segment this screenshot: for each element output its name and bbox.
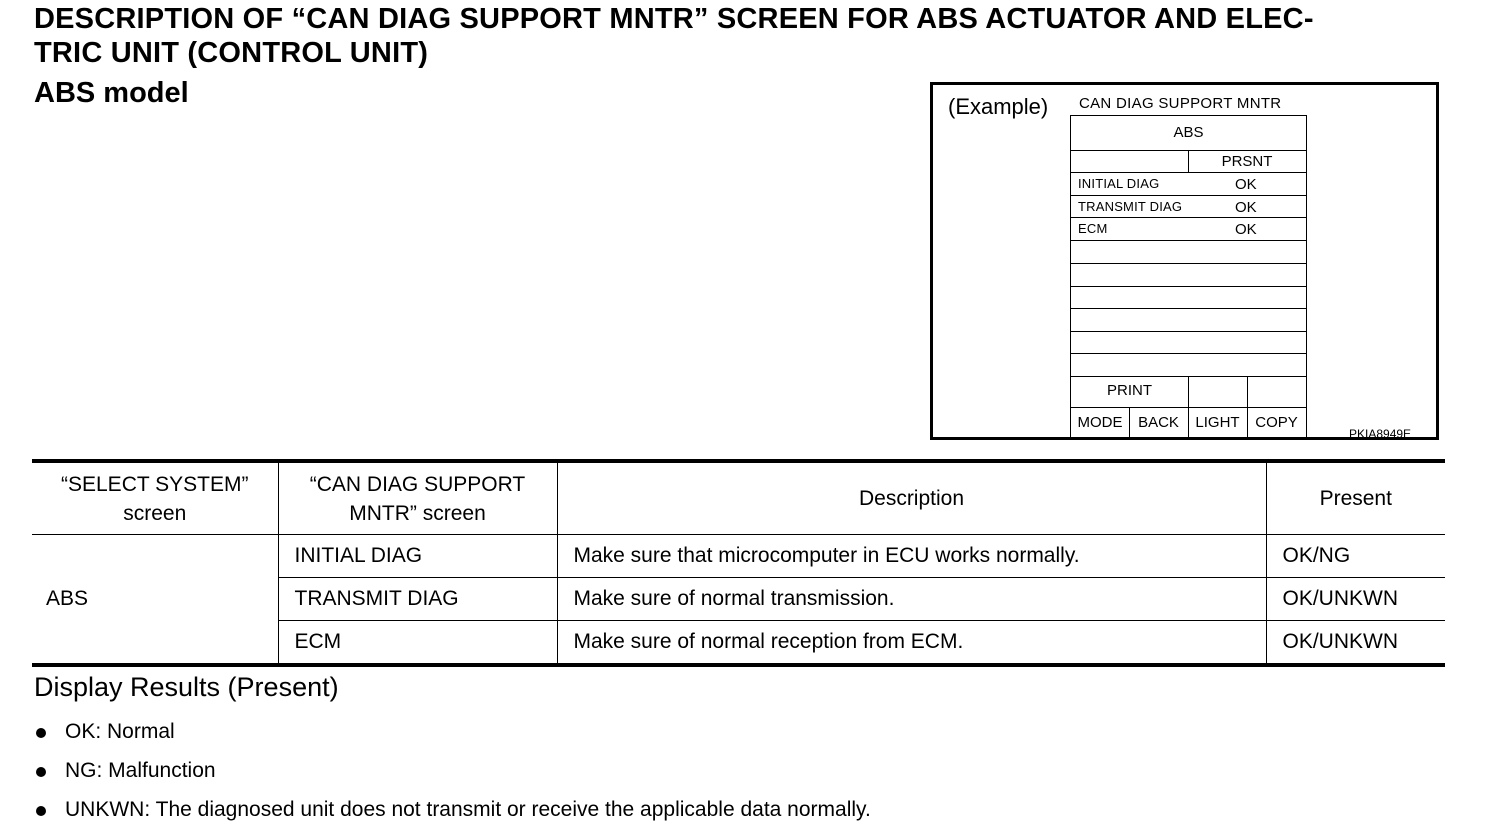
present-header: Present bbox=[1266, 461, 1445, 535]
section-heading bbox=[34, 2, 1314, 70]
screen-row-value: OK bbox=[1235, 221, 1257, 238]
result-text: OK: Normal bbox=[65, 720, 175, 743]
screen-divider bbox=[1071, 331, 1306, 332]
back-button[interactable]: BACK bbox=[1138, 414, 1179, 431]
figure-id: PKIA8949E bbox=[1349, 427, 1412, 441]
header-line: MNTR” screen bbox=[349, 501, 486, 525]
screen-divider bbox=[1071, 308, 1306, 309]
list-item bbox=[34, 714, 871, 753]
item-cell: INITIAL DIAG bbox=[278, 535, 557, 578]
result-text: NG: Malfunction bbox=[65, 759, 216, 782]
can-diag-description-table bbox=[32, 459, 1445, 667]
bullet-icon bbox=[36, 728, 46, 738]
screen-system-label: ABS bbox=[1173, 124, 1204, 141]
screen-row-value: OK bbox=[1235, 199, 1257, 216]
screen-divider bbox=[1071, 240, 1306, 241]
consult-screen bbox=[1070, 115, 1307, 440]
description-cell: Make sure of normal reception from ECM. bbox=[557, 621, 1266, 666]
screen-row-item: ECM bbox=[1078, 221, 1108, 236]
copy-button[interactable]: COPY bbox=[1255, 414, 1298, 431]
print-button[interactable]: PRINT bbox=[1107, 382, 1152, 399]
model-subheading: ABS model bbox=[34, 77, 189, 109]
description-cell: Make sure that microcomputer in ECU works normally. bbox=[557, 535, 1266, 578]
screen-title: CAN DIAG SUPPORT MNTR bbox=[1079, 95, 1282, 112]
example-screen-figure bbox=[930, 82, 1439, 440]
screen-divider bbox=[1071, 263, 1306, 264]
section-heading-line-2: TRIC UNIT (CONTROL UNIT) bbox=[34, 37, 429, 69]
light-button[interactable]: LIGHT bbox=[1195, 414, 1240, 431]
bullet-icon bbox=[36, 806, 46, 816]
screen-divider bbox=[1071, 172, 1306, 173]
description-cell: Make sure of normal transmission. bbox=[557, 578, 1266, 621]
screen-row-item: TRANSMIT DIAG bbox=[1078, 199, 1183, 214]
item-cell: TRANSMIT DIAG bbox=[278, 578, 557, 621]
display-results-title: Display Results (Present) bbox=[34, 672, 339, 702]
bullet-icon bbox=[36, 767, 46, 777]
figure-label: (Example) bbox=[948, 94, 1049, 119]
screen-row-item: INITIAL DIAG bbox=[1078, 176, 1160, 191]
table-row bbox=[32, 535, 1445, 578]
result-text: UNKWN: The diagnosed unit does not transmit or receive the applicable data normally. bbox=[65, 798, 871, 821]
description-header: Description bbox=[557, 461, 1266, 535]
header-line: screen bbox=[123, 501, 187, 525]
present-cell: OK/UNKWN bbox=[1266, 578, 1445, 621]
can-diag-screen-header bbox=[278, 461, 557, 535]
system-cell: ABS bbox=[46, 587, 89, 610]
screen-divider bbox=[1071, 353, 1306, 354]
present-cell: OK/NG bbox=[1266, 535, 1445, 578]
mode-button[interactable]: MODE bbox=[1077, 414, 1123, 431]
screen-column-header: PRSNT bbox=[1221, 153, 1273, 170]
table-header-row bbox=[32, 461, 1445, 535]
screen-divider bbox=[1071, 217, 1306, 218]
header-line: “CAN DIAG SUPPORT bbox=[309, 472, 526, 496]
screen-divider bbox=[1071, 286, 1306, 287]
screen-divider bbox=[1071, 407, 1306, 408]
list-item bbox=[34, 753, 871, 792]
item-cell: ECM bbox=[278, 621, 557, 666]
select-system-header bbox=[32, 461, 278, 535]
present-cell: OK/UNKWN bbox=[1266, 621, 1445, 666]
header-line: “SELECT SYSTEM” bbox=[61, 472, 249, 496]
display-results-list bbox=[34, 714, 871, 831]
section-heading-line-1: DESCRIPTION OF “CAN DIAG SUPPORT MNTR” SCREEN FOR ABS ACTUATOR AND ELEC- bbox=[34, 3, 1314, 35]
screen-divider bbox=[1071, 195, 1306, 196]
screen-row-value: OK bbox=[1235, 176, 1257, 193]
list-item bbox=[34, 792, 871, 831]
